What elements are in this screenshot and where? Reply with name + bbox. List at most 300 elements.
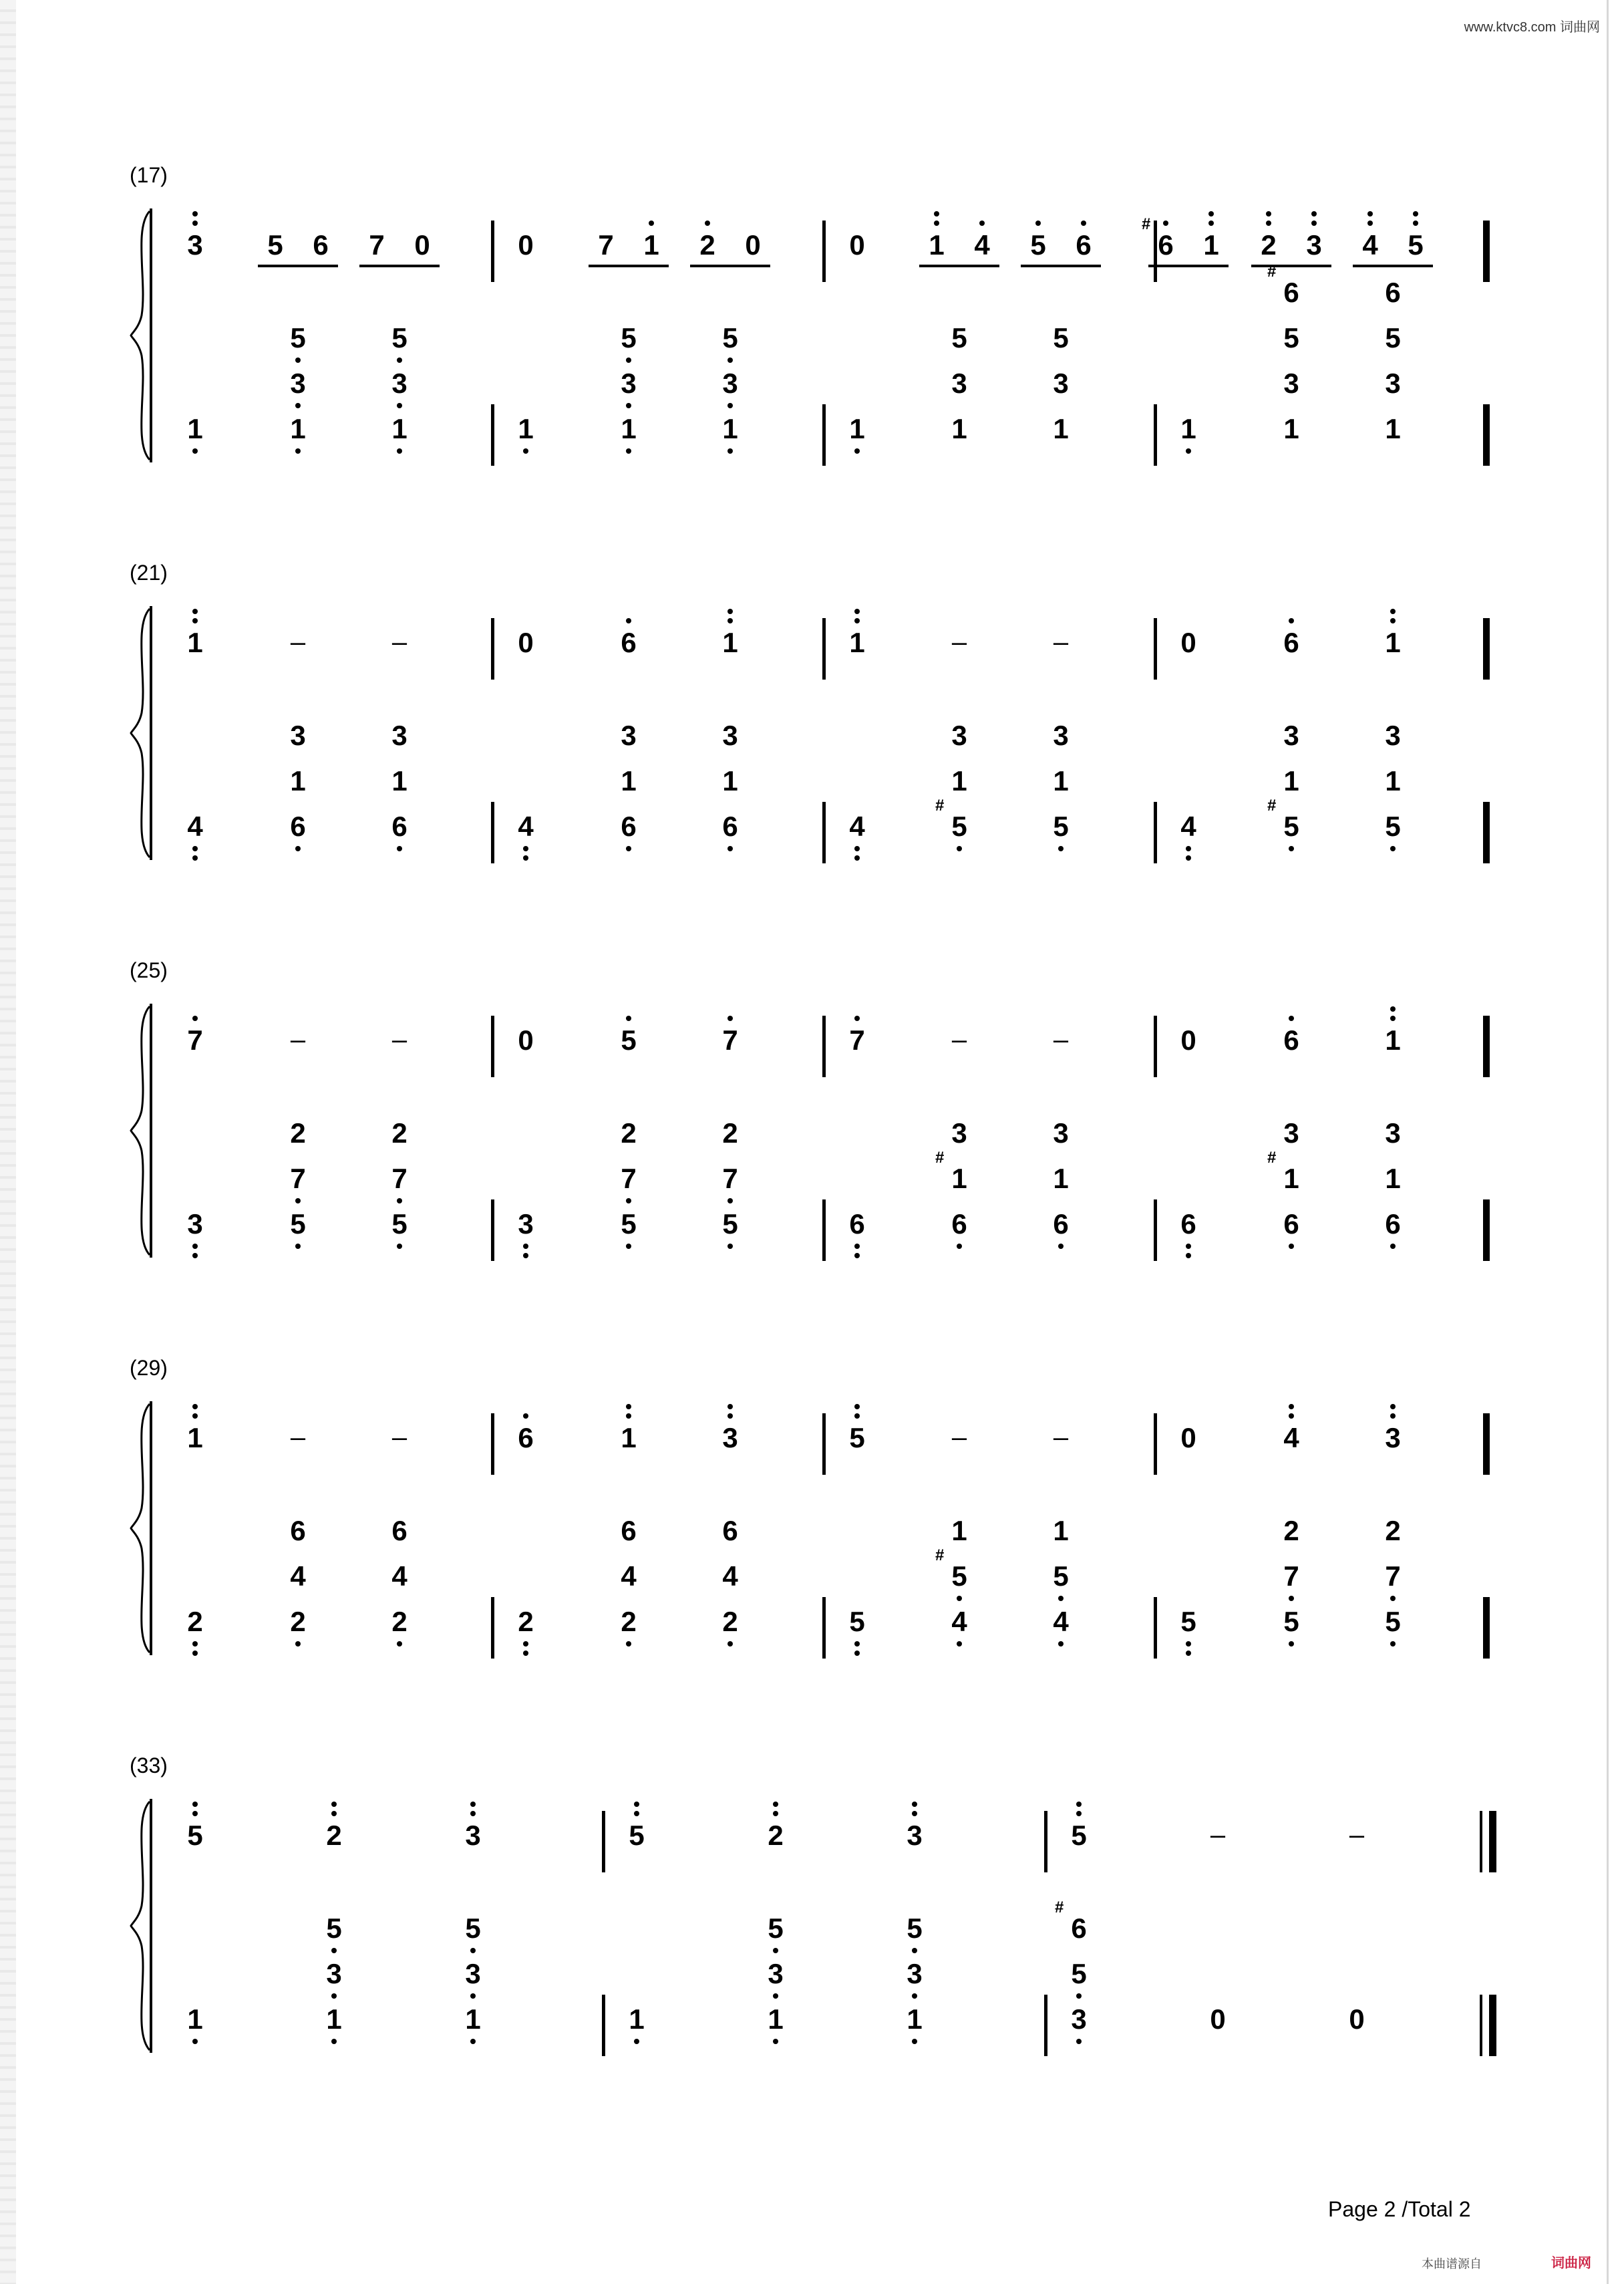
octave-dot — [1076, 2039, 1082, 2044]
bass-note: 4 — [951, 1606, 967, 1637]
melody-end-barline — [1483, 618, 1486, 680]
octave-dot — [854, 1253, 860, 1258]
bass-note: 3 — [1385, 1117, 1401, 1149]
bass-note: 1 — [290, 765, 306, 797]
bass-note: 5 — [1053, 1560, 1069, 1592]
system-brace — [127, 1799, 160, 2053]
melody-note: 7 — [598, 229, 614, 261]
bass-note: 3 — [290, 368, 306, 399]
bass-note: 5 — [391, 322, 408, 353]
eighth-underline — [919, 265, 999, 267]
melody-barline — [1486, 618, 1490, 680]
melody-note: 0 — [1180, 1024, 1196, 1056]
octave-dot — [727, 846, 733, 851]
octave-dot — [705, 221, 710, 226]
octave-dot — [1076, 1811, 1082, 1816]
octave-dot — [854, 618, 860, 623]
bass-note: 5 — [1180, 1606, 1196, 1637]
octave-dot — [331, 1811, 337, 1816]
melody-note: 4 — [1362, 229, 1378, 261]
melody-note: 6 — [313, 229, 329, 261]
octave-dot — [957, 1596, 962, 1601]
bass-note: 2 — [621, 1606, 637, 1637]
octave-dot — [773, 1993, 778, 1999]
eighth-underline — [359, 265, 440, 267]
octave-dot — [1058, 1641, 1064, 1647]
bass-barline — [1486, 1597, 1490, 1659]
octave-dot — [1081, 221, 1086, 226]
hold-dash: – — [290, 627, 306, 657]
octave-dot — [397, 1198, 402, 1203]
melody-note: 0 — [518, 229, 534, 261]
octave-dot — [1390, 1641, 1396, 1647]
bass-note: 5 — [1385, 322, 1401, 353]
octave-dot — [854, 448, 860, 454]
bass-note: 1 — [768, 2003, 784, 2035]
final-barline-thin — [1480, 1995, 1482, 2056]
melody-note: 3 — [187, 229, 203, 261]
melody-barline — [1486, 1016, 1490, 1077]
octave-dot — [331, 1993, 337, 1999]
octave-dot — [727, 1016, 733, 1021]
melody-barline — [1044, 1811, 1047, 1872]
melody-note: 0 — [414, 229, 430, 261]
melody-end-barline — [1483, 1016, 1486, 1077]
octave-dot — [727, 1641, 733, 1647]
sharp-sign: # — [1055, 1898, 1064, 1916]
page-indicator: Page 2 /Total 2 — [1328, 2197, 1471, 2221]
octave-dot — [192, 221, 198, 226]
bass-note: 1 — [1283, 765, 1299, 797]
melody-note: 5 — [187, 1820, 203, 1851]
octave-dot — [912, 1802, 917, 1807]
bass-note: 3 — [951, 1117, 967, 1149]
octave-dot — [1413, 221, 1418, 226]
bass-note: 2 — [722, 1117, 738, 1149]
octave-dot — [192, 1811, 198, 1816]
bass-barline — [822, 404, 826, 466]
bass-note: 7 — [1385, 1560, 1401, 1592]
octave-dot — [1311, 221, 1317, 226]
octave-dot — [295, 1641, 301, 1647]
bass-note: 4 — [391, 1560, 408, 1592]
bass-note: 1 — [907, 2003, 923, 2035]
melody-note: 4 — [1283, 1422, 1299, 1453]
octave-dot — [957, 1641, 962, 1647]
octave-dot — [1186, 855, 1191, 861]
bass-note: 5 — [326, 1912, 342, 1944]
octave-dot — [192, 1404, 198, 1409]
octave-dot — [727, 403, 733, 408]
bass-note: 6 — [1283, 277, 1299, 308]
melody-barline — [1154, 618, 1157, 680]
bass-note: 1 — [1180, 413, 1196, 444]
melody-note: 0 — [518, 627, 534, 658]
octave-dot — [854, 1413, 860, 1419]
bass-note: 3 — [1385, 720, 1401, 751]
bass-barline — [822, 1597, 826, 1659]
octave-dot — [1186, 1651, 1191, 1656]
bass-note: 5 — [1283, 811, 1299, 842]
octave-dot — [626, 1198, 631, 1203]
octave-dot — [1367, 211, 1373, 217]
bass-note: 3 — [518, 1208, 534, 1240]
octave-dot — [626, 358, 631, 363]
melody-note: 2 — [699, 229, 715, 261]
octave-dot — [1186, 448, 1191, 454]
system-start-line — [150, 1004, 152, 1258]
melody-note: 5 — [849, 1422, 865, 1453]
melody-note: 7 — [849, 1024, 865, 1056]
octave-dot — [397, 448, 402, 454]
eighth-underline — [1353, 265, 1433, 267]
bass-note: 3 — [290, 720, 306, 751]
octave-dot — [1289, 618, 1294, 623]
octave-dot — [1367, 221, 1373, 226]
melody-note: 1 — [643, 229, 659, 261]
bass-barline — [491, 1199, 494, 1261]
bass-barline — [1486, 802, 1490, 863]
bass-note: 6 — [391, 1515, 408, 1546]
octave-dot — [397, 846, 402, 851]
octave-dot — [295, 403, 301, 408]
melody-barline — [822, 1413, 826, 1475]
eighth-underline — [690, 265, 770, 267]
octave-dot — [1289, 1413, 1294, 1419]
system-brace — [127, 606, 160, 860]
bass-note: 3 — [1071, 2003, 1087, 2035]
octave-dot — [1289, 1641, 1294, 1647]
bass-note: 5 — [768, 1912, 784, 1944]
octave-dot — [626, 403, 631, 408]
sharp-sign: # — [935, 797, 945, 815]
bass-note: 4 — [621, 1560, 637, 1592]
bass-note: 5 — [621, 322, 637, 353]
octave-dot — [727, 609, 733, 614]
melody-note: 7 — [369, 229, 385, 261]
octave-dot — [523, 1641, 528, 1647]
hold-dash: – — [391, 1025, 408, 1054]
octave-dot — [957, 846, 962, 851]
bass-note: 3 — [1053, 368, 1069, 399]
bass-note: 4 — [722, 1560, 738, 1592]
melody-note: 2 — [326, 1820, 342, 1851]
melody-note: 7 — [187, 1024, 203, 1056]
bass-note: 7 — [391, 1163, 408, 1194]
bass-note: 3 — [1283, 368, 1299, 399]
bass-note: 6 — [621, 1515, 637, 1546]
octave-dot — [1311, 211, 1317, 217]
bass-note: 2 — [187, 1606, 203, 1637]
system-brace — [127, 208, 160, 462]
octave-dot — [634, 1802, 639, 1807]
melody-barline — [491, 1016, 494, 1077]
octave-dot — [773, 1948, 778, 1953]
bass-note: 3 — [1283, 720, 1299, 751]
octave-dot — [934, 211, 939, 217]
bass-note: 1 — [1283, 1163, 1299, 1194]
bass-note: 3 — [621, 720, 637, 751]
octave-dot — [934, 221, 939, 226]
octave-dot — [912, 1948, 917, 1953]
bass-note: 6 — [722, 1515, 738, 1546]
melody-note: 3 — [907, 1820, 923, 1851]
octave-dot — [1058, 1596, 1064, 1601]
melody-note: 6 — [1158, 229, 1174, 261]
octave-dot — [331, 2039, 337, 2044]
melody-barline — [491, 221, 494, 282]
melody-note: 0 — [1180, 627, 1196, 658]
melody-barline — [822, 618, 826, 680]
bass-note: 5 — [465, 1912, 481, 1944]
octave-dot — [854, 1641, 860, 1647]
melody-note: 5 — [1408, 229, 1424, 261]
eighth-underline — [1251, 265, 1331, 267]
bass-note: 6 — [1180, 1208, 1196, 1240]
octave-dot — [634, 2039, 639, 2044]
bass-note: 0 — [1210, 2003, 1226, 2035]
bass-note: 3 — [907, 1958, 923, 1989]
bass-note: 1 — [951, 413, 967, 444]
melody-note: 3 — [722, 1422, 738, 1453]
hold-dash: – — [951, 1423, 967, 1452]
bass-note: 2 — [1283, 1515, 1299, 1546]
bass-note: 2 — [621, 1117, 637, 1149]
melody-note: 0 — [518, 1024, 534, 1056]
octave-dot — [626, 448, 631, 454]
left-watermark-strip — [0, 0, 16, 2284]
bass-note: 5 — [1283, 1606, 1299, 1637]
octave-dot — [912, 1993, 917, 1999]
octave-dot — [727, 1244, 733, 1249]
bass-note: 7 — [621, 1163, 637, 1194]
octave-dot — [1390, 846, 1396, 851]
bass-note: 2 — [1385, 1515, 1401, 1546]
bass-barline — [1154, 802, 1157, 863]
eighth-underline — [1021, 265, 1101, 267]
octave-dot — [773, 2039, 778, 2044]
bass-note: 5 — [722, 322, 738, 353]
bass-barline — [1154, 1199, 1157, 1261]
octave-dot — [470, 1948, 476, 1953]
final-barline-thin — [1480, 1811, 1482, 1872]
octave-dot — [295, 448, 301, 454]
bass-note: 3 — [326, 1958, 342, 1989]
bass-note: 5 — [722, 1208, 738, 1240]
melody-note: 1 — [722, 627, 738, 658]
melody-note: 0 — [849, 229, 865, 261]
bass-note: 2 — [391, 1117, 408, 1149]
octave-dot — [626, 1016, 631, 1021]
octave-dot — [1413, 211, 1418, 217]
hold-dash: – — [1053, 627, 1069, 657]
bass-note: 1 — [391, 765, 408, 797]
bass-note: 6 — [290, 811, 306, 842]
system-brace — [127, 1401, 160, 1655]
bass-note: 2 — [722, 1606, 738, 1637]
octave-dot — [854, 855, 860, 861]
octave-dot — [773, 1811, 778, 1816]
bass-note: 2 — [290, 1606, 306, 1637]
bass-note: 2 — [391, 1606, 408, 1637]
octave-dot — [854, 1404, 860, 1409]
octave-dot — [470, 2039, 476, 2044]
bass-note: 1 — [391, 413, 408, 444]
bass-note: 6 — [951, 1208, 967, 1240]
bass-note: 3 — [768, 1958, 784, 1989]
hold-dash: – — [1053, 1423, 1069, 1452]
right-margin-line — [1607, 0, 1609, 2284]
system-start-line — [150, 208, 152, 462]
source-label: 本曲谱源自 — [1422, 2257, 1482, 2271]
sharp-sign: # — [1267, 263, 1277, 281]
melody-end-barline — [1483, 221, 1486, 282]
melody-note: 6 — [1283, 627, 1299, 658]
octave-dot — [192, 609, 198, 614]
melody-end-barline — [1483, 1413, 1486, 1475]
system-start-line — [150, 1799, 152, 2053]
bass-note: 1 — [621, 413, 637, 444]
octave-dot — [331, 1802, 337, 1807]
measure-number: (29) — [130, 1356, 168, 1380]
octave-dot — [854, 1651, 860, 1656]
eighth-underline — [589, 265, 669, 267]
octave-dot — [854, 1244, 860, 1249]
octave-dot — [1289, 1016, 1294, 1021]
bass-note: 6 — [722, 811, 738, 842]
octave-dot — [470, 1802, 476, 1807]
bass-note: 3 — [722, 368, 738, 399]
melody-note: 2 — [1261, 229, 1277, 261]
system-brace — [127, 1004, 160, 1258]
octave-dot — [773, 1802, 778, 1807]
bass-barline — [1154, 404, 1157, 466]
melody-note: 5 — [629, 1820, 645, 1851]
octave-dot — [854, 846, 860, 851]
melody-note: 1 — [1385, 627, 1401, 658]
site-logo: 词曲网 — [1551, 2256, 1591, 2271]
octave-dot — [192, 2039, 198, 2044]
bass-note: 1 — [849, 413, 865, 444]
site-header: www.ktvc8.com 词曲网 — [1464, 20, 1600, 35]
octave-dot — [523, 448, 528, 454]
octave-dot — [1076, 1802, 1082, 1807]
octave-dot — [1186, 846, 1191, 851]
melody-note: 4 — [974, 229, 990, 261]
octave-dot — [1163, 221, 1168, 226]
octave-dot — [192, 855, 198, 861]
melody-note: 6 — [518, 1422, 534, 1453]
bass-note: 5 — [290, 322, 306, 353]
octave-dot — [727, 1198, 733, 1203]
octave-dot — [295, 358, 301, 363]
octave-dot — [192, 1641, 198, 1647]
final-barline-thick — [1489, 1995, 1496, 2056]
melody-note: 2 — [768, 1820, 784, 1851]
bass-note: 7 — [1283, 1560, 1299, 1592]
octave-dot — [192, 1651, 198, 1656]
bass-note: 4 — [518, 811, 534, 842]
bass-note: 3 — [1053, 1117, 1069, 1149]
measure-number: (25) — [130, 958, 168, 982]
melody-barline — [491, 1413, 494, 1475]
bass-note: 1 — [326, 2003, 342, 2035]
bass-note: 1 — [1053, 765, 1069, 797]
bass-note: 5 — [1283, 322, 1299, 353]
octave-dot — [192, 1016, 198, 1021]
octave-dot — [397, 1244, 402, 1249]
octave-dot — [727, 448, 733, 454]
bass-note: 1 — [518, 413, 534, 444]
eighth-underline — [258, 265, 338, 267]
bass-end-barline — [1483, 404, 1486, 466]
octave-dot — [1289, 1404, 1294, 1409]
octave-dot — [1208, 211, 1214, 217]
octave-dot — [1289, 1244, 1294, 1249]
bass-note: 7 — [722, 1163, 738, 1194]
octave-dot — [854, 609, 860, 614]
bass-barline — [1044, 1995, 1047, 2056]
octave-dot — [192, 211, 198, 217]
melody-note: 1 — [1385, 1024, 1401, 1056]
bass-note: 4 — [849, 811, 865, 842]
melody-barline — [1486, 221, 1490, 282]
bass-note: 5 — [1053, 811, 1069, 842]
bass-end-barline — [1483, 802, 1486, 863]
bass-end-barline — [1483, 1597, 1486, 1659]
system-start-line — [150, 1401, 152, 1655]
octave-dot — [626, 846, 631, 851]
melody-barline — [1154, 1016, 1157, 1077]
bass-note: 7 — [290, 1163, 306, 1194]
octave-dot — [626, 1413, 631, 1419]
bass-note: 1 — [951, 1515, 967, 1546]
octave-dot — [912, 1811, 917, 1816]
octave-dot — [1390, 609, 1396, 614]
measure-number: (17) — [130, 163, 168, 187]
octave-dot — [957, 1244, 962, 1249]
octave-dot — [727, 1413, 733, 1419]
bass-barline — [822, 1199, 826, 1261]
bass-note: 6 — [1385, 1208, 1401, 1240]
bass-note: 6 — [1385, 277, 1401, 308]
octave-dot — [649, 221, 654, 226]
sharp-sign: # — [1267, 1149, 1277, 1167]
melody-note: 7 — [722, 1024, 738, 1056]
melody-note: 1 — [1203, 229, 1219, 261]
octave-dot — [192, 1253, 198, 1258]
bass-note: 4 — [290, 1560, 306, 1592]
octave-dot — [523, 855, 528, 861]
bass-note: 3 — [1283, 1117, 1299, 1149]
bass-note: 6 — [849, 1208, 865, 1240]
octave-dot — [1266, 221, 1271, 226]
melody-note: 6 — [1076, 229, 1092, 261]
bass-note: 5 — [907, 1912, 923, 1944]
bass-note: 3 — [1053, 720, 1069, 751]
melody-note: 3 — [1385, 1422, 1401, 1453]
octave-dot — [397, 403, 402, 408]
measure-number: (21) — [130, 561, 168, 585]
octave-dot — [523, 1244, 528, 1249]
bass-note: 1 — [187, 413, 203, 444]
melody-note: 5 — [1071, 1820, 1087, 1851]
octave-dot — [470, 1811, 476, 1816]
bass-barline — [491, 404, 494, 466]
octave-dot — [1186, 1641, 1191, 1647]
octave-dot — [1035, 221, 1041, 226]
octave-dot — [626, 618, 631, 623]
